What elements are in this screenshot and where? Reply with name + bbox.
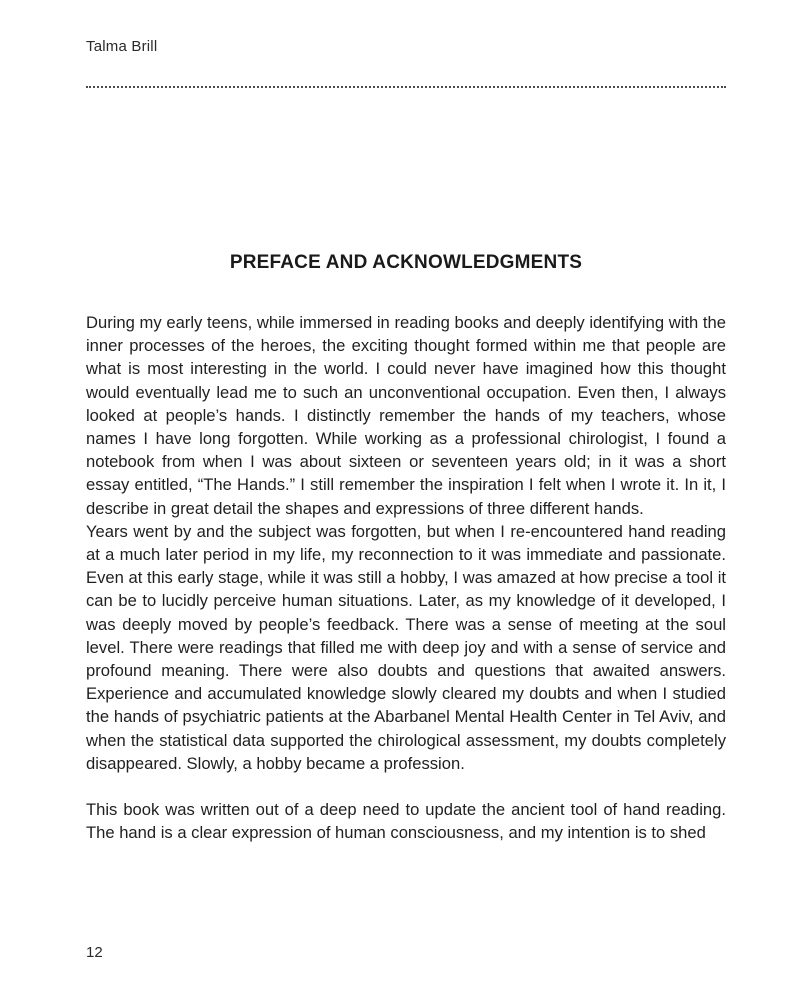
- header-dotted-rule: [86, 86, 726, 88]
- page-number: 12: [86, 944, 103, 961]
- running-head-author: Talma Brill: [86, 38, 158, 55]
- paragraph-2: Years went by and the subject was forgotten, but when I re-encountered hand reading at a much later period in my life, my reconnection to it was immediate and passionate. Even at this early stage, while it was still a hobby, I was amazed at how precise a tool it can be to lucidly perceive human situations. Later, as my knowledge of it developed, I was deeply moved by people’s feedback. There was a sense of meeting at the soul level. There were readings that filled me with deep joy and with a sense of service and profound meaning. There were also doubts and questions that awaited answers. Experience and accumulated knowledge slowly cleared my doubts and when I studied the hands of psychiatric patients at the Abarbanel Mental Health Center in Tel Aviv, and when the statistical data supported the chirological assessment, my doubts completely disappeared. Slowly, a hobby became a profession.: [86, 521, 726, 773]
- paragraph-3: This book was written out of a deep need to update the ancient tool of hand reading. The hand is a clear expression of human consciousness, and my intention is to shed: [86, 800, 726, 843]
- paragraph-1: During my early teens, while immersed in reading books and deeply identifying with the inner processes of the heroes, the exciting thought formed within me that people are what is most interesting in the world. I could never have imagined how this thought would eventually lead me to such an unconventional occupation. Even then, I always looked at people’s hands. I distinctly remember the hands of my teachers, whose names I have long forgotten. While working as a professional chirologist, I found a notebook from when I was about sixteen or seventeen years old; in it was a short essay entitled, “The Hands.” I still remember the inspiration I felt when I wrote it. In it, I describe in great detail the shapes and expressions of three different hands.: [86, 313, 726, 518]
- chapter-title: PREFACE AND ACKNOWLEDGMENTS: [229, 252, 583, 273]
- body-text: [86, 311, 726, 845]
